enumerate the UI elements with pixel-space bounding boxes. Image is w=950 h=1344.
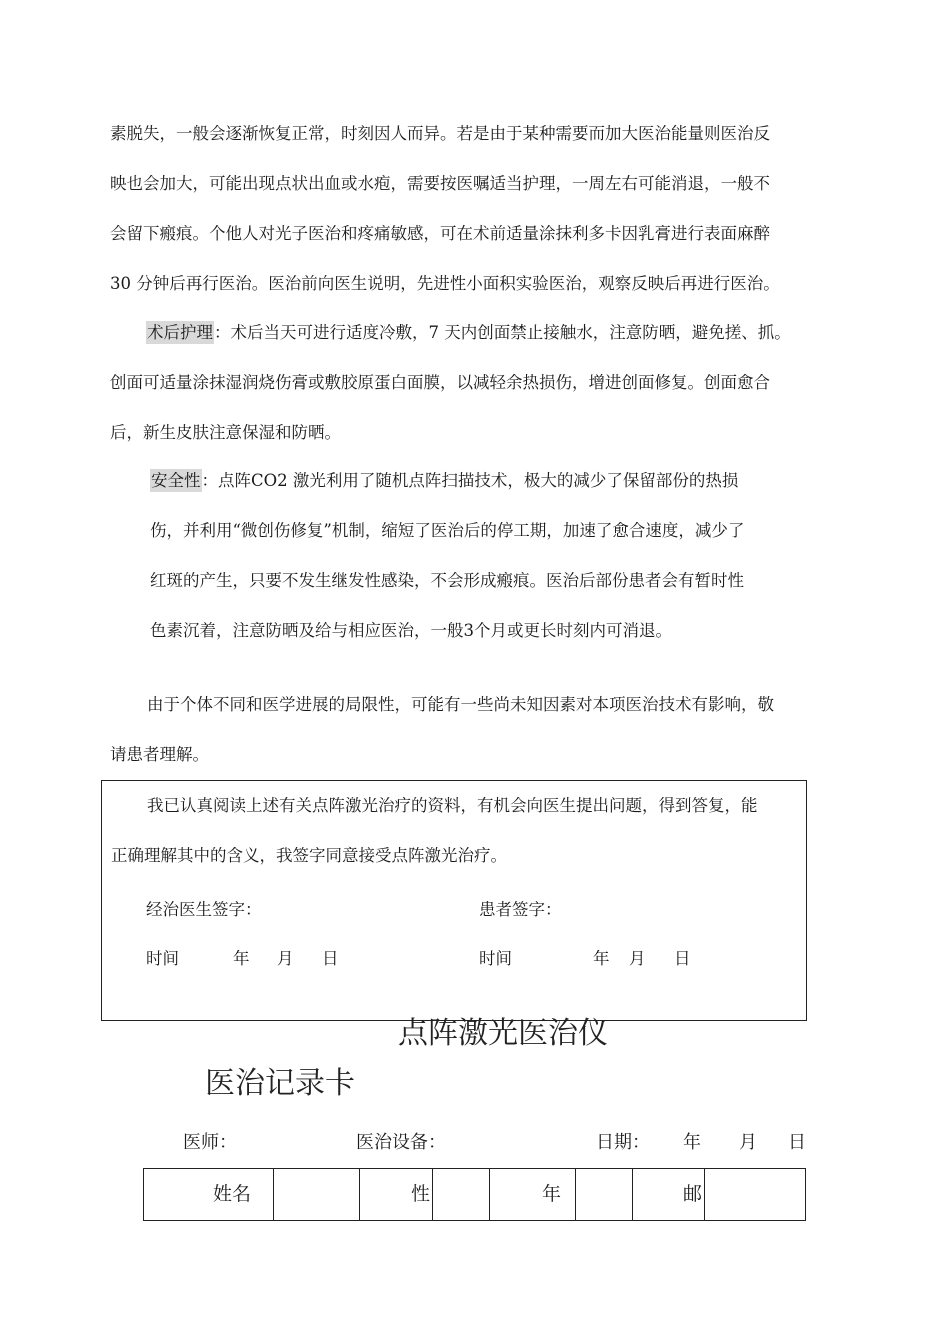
text-line: 会留下瘢痕。个他人对光子医治和疼痛敏感，可在术前适量涂抹利多卡因乳膏进行表面麻醉 [110,224,770,243]
text-line: 素脱失，一般会逐渐恢复正常，时刻因人而异。若是由于某种需要而加大医治能量则医治反 [110,124,770,143]
table-cell [705,1169,806,1221]
safety-label: 安全性 [151,471,201,490]
table-cell-postal-label: 邮 [633,1169,705,1221]
consent-box [101,780,807,1021]
doctor-month-label: 月 [277,949,294,968]
text-line [150,456,810,506]
record-title-line2: 医治记录卡 [205,1066,355,1101]
date-month-label: 月 [739,1132,757,1153]
text-line: 创面可适量涂抹湿润烧伤膏或敷胶原蛋白面膜，以减轻余热损伤，增进创面修复。创面愈合 [110,373,770,392]
patient-month-label: 月 [629,949,646,968]
doctor-day-label: 日 [322,949,339,968]
patient-time-label: 时间 [479,949,512,968]
paragraph-side-effects [110,109,810,309]
text-line: 映也会加大，可能出现点状出血或水疱，需要按医嘱适当护理，一周左右可能消退，一般不 [110,174,770,193]
patient-day-label: 日 [674,949,691,968]
text-line: 色素沉着，注意防晒及给与相应医治，一般3个月或更长时刻内可消退。 [150,621,672,640]
doctor-year-label: 年 [233,949,250,968]
paragraph-postop-care [110,308,810,458]
text-line: 正确理解其中的含义，我签字同意接受点阵激光治疗。 [111,846,507,865]
table-cell [274,1169,360,1221]
device-label: 医治设备： [356,1132,446,1153]
postop-label: 术后护理 [147,323,213,342]
record-title-line1: 点阵激光医治仪 [398,1016,608,1051]
text-line [110,308,810,358]
text-line: 我已认真阅读上述有关点阵激光治疗的资料，有机会向医生提出问题，得到答复，能 [147,796,758,815]
table-cell-name-label: 姓名 [144,1169,274,1221]
date-year-label: 年 [683,1132,701,1153]
doctor-time-label: 时间 [146,949,179,968]
text-line: 请患者理解。 [110,745,209,764]
safety-text: ：点阵CO2 激光利用了随机点阵扫描技术，极大的减少了保留部份的热损 [201,471,739,490]
text-line: 红斑的产生，只要不发生继发性感染，不会形成瘢痕。医治后部份患者会有暂时性 [150,571,744,590]
text-line: 30 分钟后再行医治。医治前向医生说明，先进性小面积实验医治，观察反映后再进行医治。 [110,274,780,293]
table-cell [433,1169,490,1221]
consent-text [111,781,801,881]
patient-year-label: 年 [593,949,610,968]
table-cell-gender-label: 性 [360,1169,433,1221]
text-line: 伤，并利用“微创伤修复”机制，缩短了医治后的停工期，加速了愈合速度，减少了 [150,521,745,540]
record-table [143,1168,806,1221]
paragraph-safety [150,456,810,656]
patient-signature-label: 患者签字： [479,900,562,919]
doctor-label: 医师： [183,1132,237,1153]
paragraph-disclaimer [110,680,810,780]
text-line: 后，新生皮肤注意保湿和防晒。 [110,423,341,442]
table-cell [576,1169,633,1221]
date-day-label: 日 [788,1132,806,1153]
date-label: 日期： [596,1132,650,1153]
text-line: 由于个体不同和医学进展的局限性，可能有一些尚未知因素对本项医治技术有影响，敬 [147,695,774,714]
postop-text: ：术后当天可进行适度冷敷，7 天内创面禁止接触水，注意防晒，避免搓、抓。 [214,323,791,342]
table-row [144,1169,806,1221]
table-cell-age-label: 年 [490,1169,576,1221]
doctor-signature-label: 经治医生签字： [146,900,262,919]
